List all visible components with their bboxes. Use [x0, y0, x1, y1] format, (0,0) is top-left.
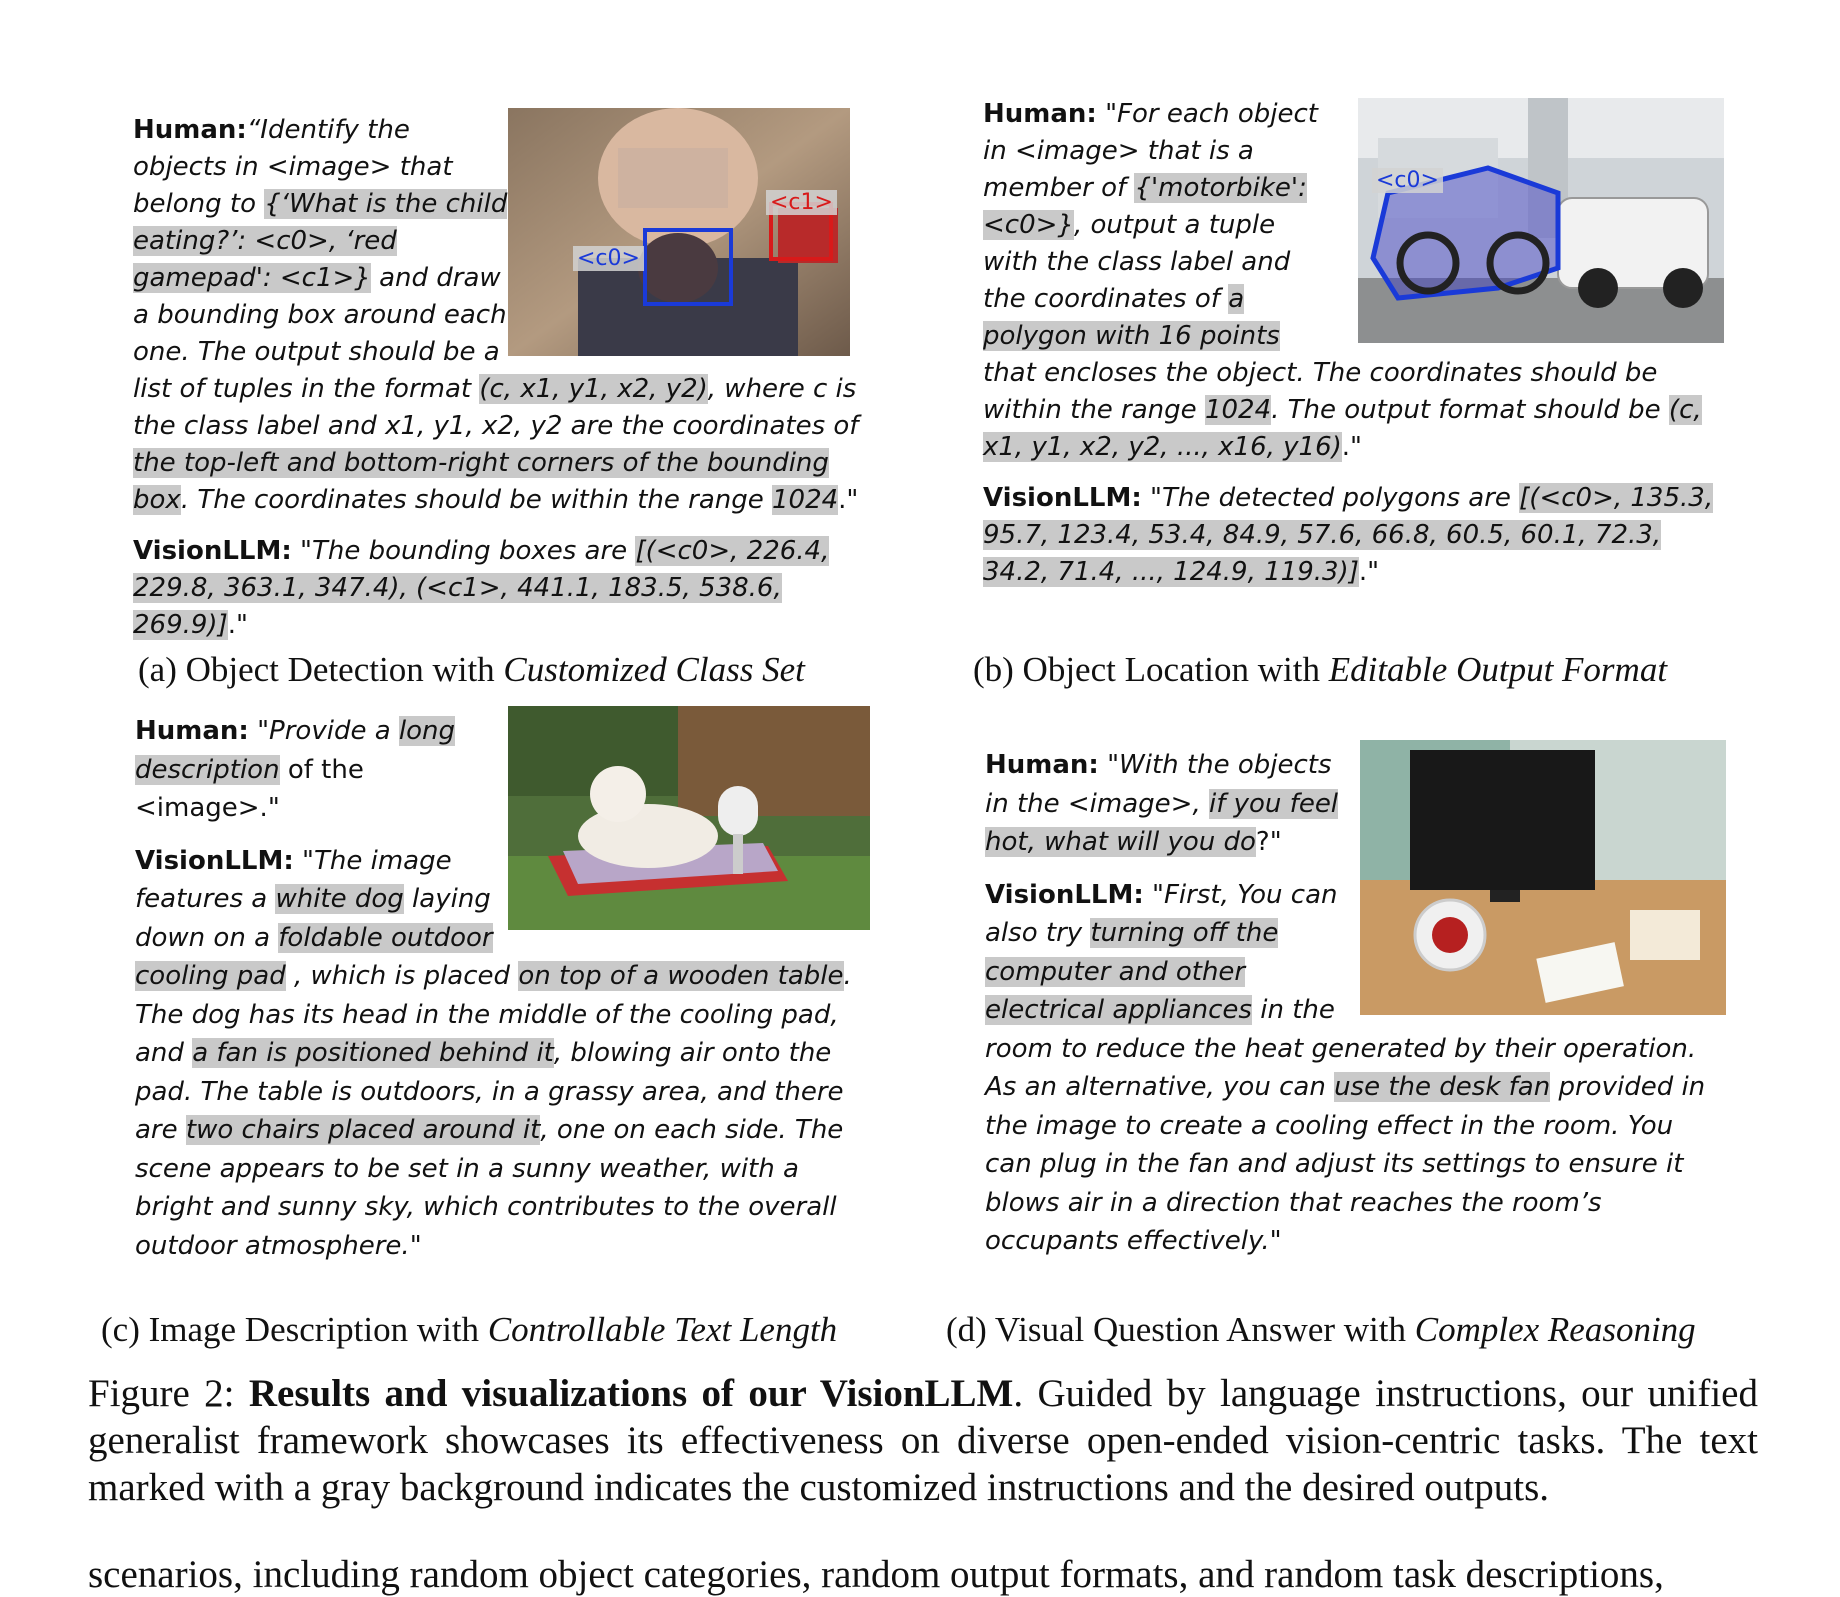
panel-b-answer-para [983, 480, 1718, 591]
highlight: if you feel hot, what will you do [985, 788, 1339, 857]
prompt-text: ." [1341, 432, 1363, 462]
answer-text: "First, You can also try [985, 879, 1338, 948]
prompt-text: , where c is the class label and x1, y1, x2, y2 are the coordinates of [133, 374, 859, 441]
prompt-text: and draw a bounding box around each one. The output should be a list of tuples in the format [133, 263, 507, 404]
answer-text: , which is placed [285, 961, 519, 991]
human-role-label: Human: [985, 750, 1099, 780]
answer-text: , blowing air onto the pad. The table is outdoors, in a grassy area, and there are [135, 1038, 844, 1145]
image-space-d [1342, 746, 1720, 1026]
highlight: 1024 [1204, 395, 1272, 425]
highlight: use the desk fan [1334, 1072, 1551, 1102]
image-space-b [1338, 96, 1718, 346]
caption-a-plain: (a) Object Detection with [138, 650, 504, 689]
highlight: on top of a wooden table [518, 961, 844, 991]
prompt-text: of the <image>." [135, 754, 364, 823]
prompt-text: ." [838, 485, 859, 515]
visionllm-role-label: VisionLLM: [133, 536, 292, 566]
figure-caption [88, 1370, 1758, 1511]
highlight: a fan is positioned behind it [192, 1038, 554, 1068]
highlight: two chairs placed around it [185, 1115, 541, 1145]
panel-b-body [983, 96, 1718, 626]
highlight: foldable outdoor cooling pad [135, 922, 493, 991]
caption-b-italic: Editable Output Format [1328, 650, 1668, 689]
answer-text: provided in the image to create a cooling effect in the room. You can plug in the fan and adjust its settings to ensure it blows air in a direction that reaches the room’s occupants effectively." [985, 1072, 1706, 1256]
answer-text: in the room to reduce the heat generated by their operation. As an alternative, you can [985, 995, 1697, 1102]
answer-text: "The detected polygons are [1141, 483, 1520, 513]
bbox-label-c1: <c1> [766, 190, 837, 215]
prompt-text: ?" [1255, 827, 1282, 857]
panel-a-body [133, 112, 868, 640]
answer-text: ." [1358, 557, 1380, 587]
prompt-text: , output a tuple with the class label and the coordinates of [983, 210, 1291, 314]
prompt-text: . The coordinates should be within the range [180, 485, 772, 515]
highlight: white dog [275, 884, 404, 914]
caption-b-plain: (b) Object Location with [973, 650, 1329, 689]
prompt-text: "Provide a [248, 716, 399, 746]
caption-c-italic: Controllable Text Length [487, 1310, 838, 1349]
highlight: turning off the computer and other electrical appliances [985, 918, 1279, 1025]
highlight: {'motorbike': <c0>} [983, 173, 1307, 240]
prompt-text: "For each object in <image> that is a member of [983, 99, 1318, 203]
human-role-label: Human: [133, 115, 247, 145]
human-role-label: Human: [983, 99, 1097, 129]
caption-b [973, 650, 1667, 690]
prompt-text: “Identify the objects in <image> that belong to [133, 115, 453, 219]
caption-a [138, 650, 805, 690]
figure-label: Figure 2: [88, 1372, 249, 1415]
next-paragraph-cut: scenarios, including random object categories, random output formats, and random task descriptions, [88, 1553, 1664, 1596]
answer-text: "The bounding boxes are [291, 536, 636, 566]
caption-d [946, 1310, 1696, 1350]
answer-text: . The dog has its head in the middle of the cooling pad, and [135, 961, 852, 1068]
answer-text: , one on each side. The scene appears to be set in a sunny weather, with a bright and sunny sky, which contributes to the overall outdoor atmosphere." [135, 1115, 844, 1261]
polygon-label-c0: <c0> [1372, 168, 1443, 193]
panel-d-body [985, 746, 1720, 1286]
answer-text: laying down on a [135, 884, 491, 953]
figure-bold-title: Results and visualizations of our VisionLLM [248, 1372, 1014, 1415]
visionllm-role-label: VisionLLM: [985, 879, 1144, 910]
panel-a-answer-para [133, 533, 868, 644]
highlight: (c, x1, y1, x2, y2, ..., x16, y16) [983, 395, 1702, 462]
caption-d-italic: Complex Reasoning [1414, 1310, 1696, 1349]
visionllm-role-label: VisionLLM: [983, 483, 1142, 513]
highlight: (c, x1, y1, x2, y2) [479, 374, 708, 404]
caption-c-plain: (c) Image Description with [101, 1310, 488, 1349]
highlight: a polygon with 16 points [983, 284, 1280, 351]
highlight: {‘What is the child eating?’: <c0>, ‘red gamepad': <c1>} [133, 189, 508, 293]
prompt-text: "With the objects in the <image>, [985, 750, 1332, 819]
caption-a-italic: Customized Class Set [503, 650, 805, 689]
prompt-text: . The output format should be [1271, 395, 1669, 425]
prompt-text: that encloses the object. The coordinates should be within the range [983, 358, 1658, 425]
caption-d-plain: (d) Visual Question Answer with [946, 1310, 1415, 1349]
image-space-a [510, 112, 868, 362]
bbox-label-c0: <c0> [573, 246, 644, 271]
answer-text: ." [227, 610, 248, 640]
highlight: [(<c0>, 135.3, 95.7, 123.4, 53.4, 84.9, 57.6, 66.8, 60.5, 60.1, 72.3, 34.2, 71.4, ..., 124.9, 119.3)] [983, 483, 1714, 587]
highlight: [(<c0>, 226.4, 229.8, 363.1, 347.4), (<c1>, 441.1, 183.5, 538.6, 269.9)] [133, 536, 830, 640]
human-role-label: Human: [135, 716, 249, 746]
answer-text: "The image features a [135, 845, 452, 914]
caption-c [101, 1310, 837, 1350]
visionllm-role-label: VisionLLM: [135, 845, 294, 876]
highlight: 1024 [772, 485, 839, 515]
image-space-c [498, 712, 870, 940]
panel-c-body [135, 712, 870, 1282]
highlight: the top-left and bottom-right corners of the bounding box [133, 448, 829, 515]
figure-caption-text: . Guided by language instructions, our unified generalist framework showcases its effectiveness on diverse open-ended vision-centric tasks. The text marked with a gray background indicates the customized instructions and the desired outputs. [88, 1372, 1758, 1509]
highlight: long description [135, 716, 456, 785]
